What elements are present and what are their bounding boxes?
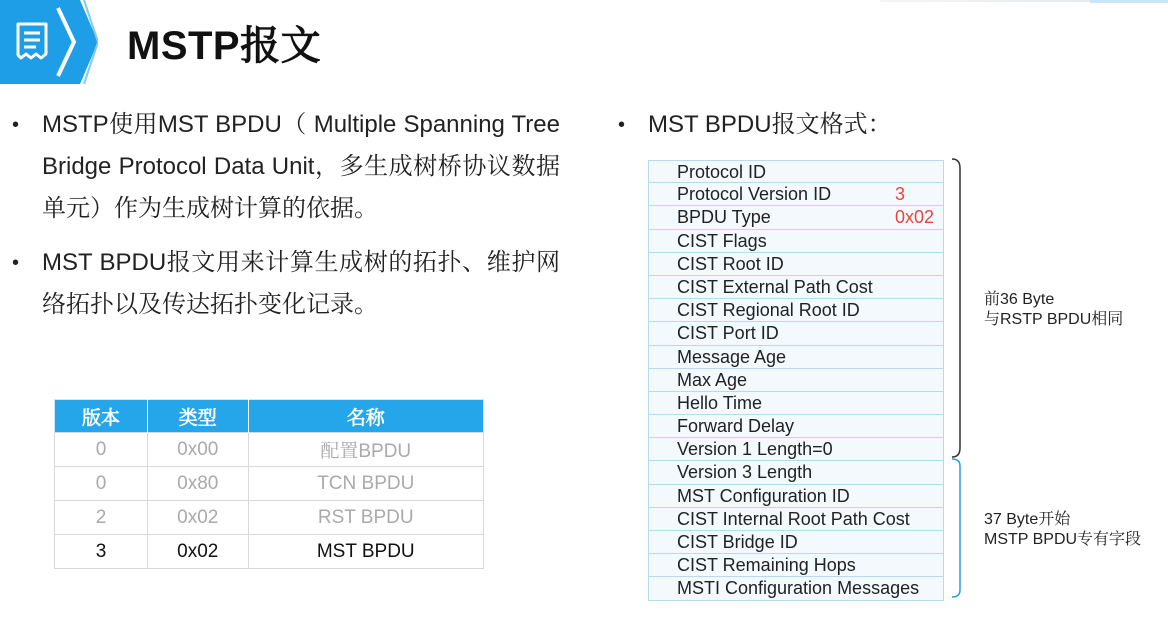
bpdu-field-row [648,485,944,508]
bpdu-field-row [648,322,944,345]
format-heading-text: MST BPDU报文格式： [648,111,892,138]
cell-version: 0 [55,433,148,467]
table-row [55,467,484,501]
bullet-dot: • [12,252,20,274]
field-name: CIST Internal Root Path Cost [677,508,910,529]
bpdu-field-row [648,438,944,461]
bpdu-field-row [648,183,944,206]
cell-name: 配置BPDU [248,433,484,467]
field-name: Hello Time [677,392,763,413]
note-line: 37 Byte开始 [984,511,1071,528]
field-value: 3 [895,184,906,205]
field-name: Protocol Version ID [677,184,832,205]
left-bullet-list [12,104,560,338]
field-name: BPDU Type [677,207,771,228]
cell-version: 3 [55,535,148,569]
bpdu-field-row [648,206,944,229]
header-version: 版本 [55,400,148,433]
header-badge [0,0,98,84]
bullet-dot: • [12,114,20,136]
field-name: Version 3 Length [677,462,813,483]
note-mstp-fields [984,510,1141,550]
bpdu-field-row [648,415,944,438]
bpdu-field-row [648,299,944,322]
bpdu-field-row [648,369,944,392]
top-accent-bar [1090,0,1168,3]
field-name: Protocol ID [677,162,767,182]
field-name: Forward Delay [677,416,795,437]
bullet-item [12,104,560,230]
bullet-text: MSTP使用MST BPDU（ Multiple Spanning Tree Bridge Protocol Data Unit，多生成树桥协议数据单元）作为生成树计算的依据。 [42,111,560,222]
brace-mstp-fields [950,458,964,598]
field-name: MST Configuration ID [677,485,850,506]
bpdu-field-row [648,230,944,253]
bpdu-field-row [648,508,944,531]
table-row-highlighted [55,535,484,569]
cell-name: TCN BPDU [248,467,484,501]
bullet-text: MST BPDU报文用来计算生成树的拓扑、维护网络拓扑以及传达拓扑变化记录。 [42,249,560,318]
field-name: Max Age [677,369,748,390]
field-name: CIST Regional Root ID [677,300,860,321]
bpdu-field-row [648,577,944,600]
cell-type: 0x02 [147,501,248,535]
cell-type: 0x80 [147,467,248,501]
bpdu-field-row [648,253,944,276]
bullet-item [12,242,560,326]
field-name: CIST External Path Cost [677,276,873,297]
table-row [55,433,484,467]
bpdu-field-row [648,531,944,554]
field-name: CIST Port ID [677,323,779,344]
field-name: Version 1 Length=0 [677,439,833,460]
cell-version: 2 [55,501,148,535]
bpdu-field-row [648,160,944,183]
header-name: 名称 [248,400,484,433]
table-row [55,501,484,535]
note-first-36-bytes [984,290,1123,330]
field-name: CIST Root ID [677,253,784,274]
cell-type: 0x02 [147,535,248,569]
bullet-dot: • [618,114,626,136]
bpdu-field-row [648,346,944,369]
version-table [54,399,484,569]
field-name: MSTI Configuration Messages [677,578,920,599]
field-name: Message Age [677,346,787,367]
bpdu-field-row [648,276,944,299]
bpdu-field-row [648,554,944,577]
note-line: MSTP BPDU专有字段 [984,531,1142,548]
field-name: CIST Bridge ID [677,532,798,552]
cell-version: 0 [55,467,148,501]
table-header-row [55,400,484,433]
header-type: 类型 [147,400,248,433]
brace-first-36-bytes [950,158,964,458]
note-line: 与RSTP BPDU相同 [984,311,1124,328]
field-value: 0x02 [895,207,935,228]
cell-type: 0x00 [147,433,248,467]
field-name: CIST Remaining Hops [677,555,856,576]
field-name: CIST Flags [677,230,767,251]
bpdu-format-table [648,160,944,601]
cell-name: RST BPDU [248,501,484,535]
bpdu-field-row [648,392,944,415]
format-heading [618,104,892,146]
cell-name: MST BPDU [248,535,484,569]
page-title: MSTP报文 [127,24,322,68]
note-line: 前36 Byte [984,291,1055,308]
bpdu-field-row [648,461,944,484]
